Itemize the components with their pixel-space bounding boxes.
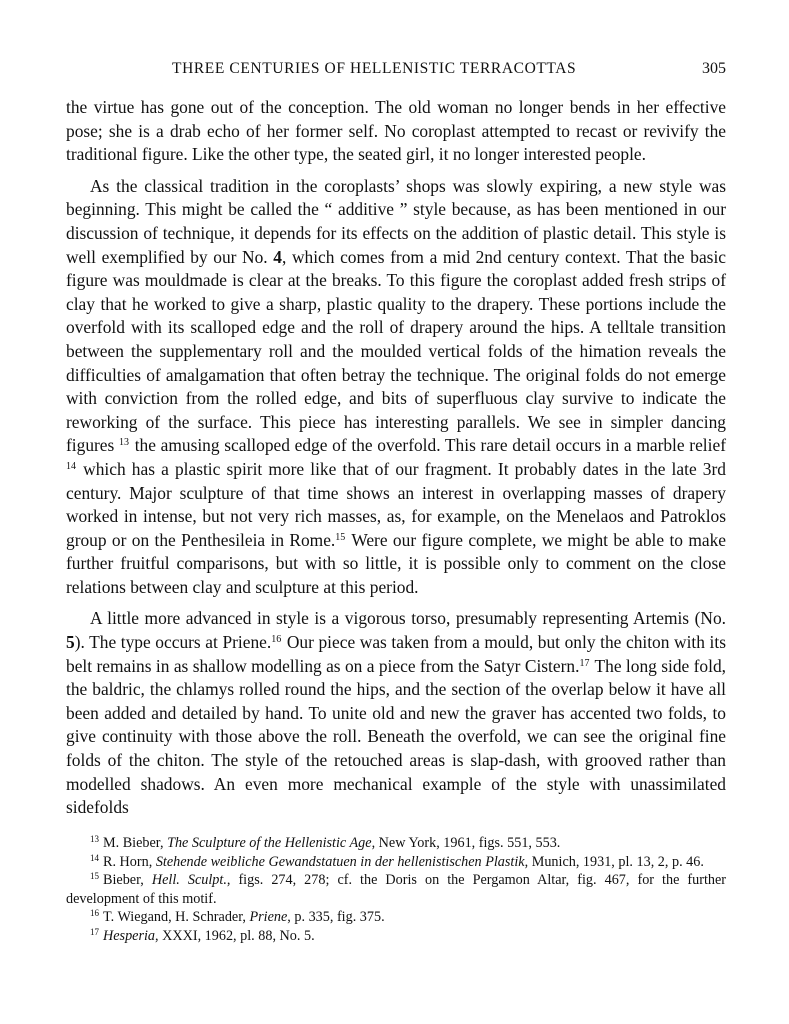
footnote-16	[66, 908, 726, 927]
footnote-text: M. Bieber,	[103, 835, 168, 851]
running-title: THREE CENTURIES OF HELLENISTIC TERRACOTTAS	[172, 60, 577, 77]
paragraph-2-text-4: which has a plastic spirit more like that of our fragment. It probably dates in the late 3rd century. Major sculpture of that time shows an interest in overlapping masses of drapery worked in intense, but not very rich masses, as, for example, on the Menelaos and Patroklos group or on the Penthesileia in Rome.	[66, 458, 726, 550]
running-head	[66, 60, 726, 82]
footnote-13	[66, 834, 726, 853]
footnote-title: The Sculpture of the Hellenistic Age	[167, 835, 372, 851]
footnote-ref-15[interactable]: 15	[335, 531, 346, 543]
footnote-ref-14[interactable]: 14	[66, 460, 76, 472]
footnote-17	[66, 927, 726, 946]
page-number: 305	[702, 60, 726, 77]
footnote-15	[66, 871, 726, 908]
footnote-title: Priene	[249, 909, 288, 926]
footnote-ref-13[interactable]: 13	[119, 437, 129, 449]
paragraph-2-text-2: , which comes from a mid 2nd century context. That the basic figure was mouldmade is clear at the breaks. To this figure the coroplast added fresh strips of clay that he worked to give a sharp, plastic quality to the drapery. These portions include the overfold with its scalloped edge and the roll of drapery around the hips. A telltale transition between the supplementary roll and the moulded vertical folds of the himation reveals the difficulties of amalgamation that often betray the technique. The original folds do not emerge with conviction from the rolled edge, and bits of superfluous clay survive to indicate the reworking of the surface. This piece has interesting parallels. We see in simpler dancing figures	[66, 246, 726, 456]
footnote-number: 15	[90, 871, 99, 882]
footnote-text: , p. 335, fig. 375.	[287, 909, 385, 926]
paragraph-3-text-3: Our piece was taken from a mould, but only the chiton with its belt remains in as shallow modelling as on a piece from the Satyr Cistern.	[66, 632, 726, 676]
paragraph-3-text-1: A little more advanced in style is a vigorous torso, presumably representing Artemis (No.	[90, 608, 726, 629]
footnote-14	[66, 853, 726, 872]
footnote-number: 17	[90, 926, 99, 937]
paragraph-3	[66, 607, 726, 819]
footnote-text: Bieber,	[103, 872, 152, 889]
footnote-text: , figs. 274, 278; cf. the Doris on the Pergamon Altar, fig. 467, for the further development of this motif.	[66, 872, 727, 907]
paragraph-1: the virtue has gone out of the conception. The old woman no longer bends in her effective pose; she is a drab echo of her former self. No coroplast attempted to recast or revivify the traditional figure. Like the other type, the seated girl, it no longer interested people.	[66, 97, 726, 165]
footnote-number: 14	[90, 852, 99, 863]
paragraph-2	[66, 175, 726, 600]
footnote-text: T. Wiegand, H. Schrader,	[103, 909, 250, 926]
paragraph-3-text-2: ). The type occurs at Priene.	[74, 632, 272, 653]
paragraph-2-text-3: the amusing scalloped edge of the overfold. This rare detail occurs in a marble relief	[130, 435, 726, 456]
footnote-title: Hesperia	[103, 927, 156, 944]
catalogue-number-4: 4	[273, 246, 282, 267]
footnote-text: , New York, 1961, figs. 551, 553.	[371, 835, 561, 851]
footnote-ref-17[interactable]: 17	[579, 657, 590, 669]
footnote-title: Hell. Sculpt.	[151, 872, 227, 889]
footnotes	[66, 834, 726, 946]
footnote-ref-16[interactable]: 16	[271, 634, 282, 646]
footnote-title: Stehende weibliche Gewandstatuen in der hellenistischen Plastik	[155, 853, 525, 870]
paragraph-3-text-4: The long side fold, the baldric, the chlamys rolled round the hips, and the section of the overlap below it have all been added and detailed by hand. To unite old and new the graver has accented two folds, to give continuity with those above the roll. Beneath the overfold, we can see the original fine folds of the chiton. The style of the retouched areas is slap-dash, with grooved rather than modelled shadows. An even more mechanical example of the style with unassimilated sidefolds	[66, 655, 727, 818]
footnote-text: , XXXI, 1962, pl. 88, No. 5.	[155, 927, 315, 944]
body-text	[66, 96, 726, 820]
footnote-number: 13	[90, 834, 99, 844]
footnote-text: , Munich, 1931, pl. 13, 2, p. 46.	[524, 853, 704, 870]
footnote-text: R. Horn,	[103, 853, 156, 870]
paragraph-2-text-1: As the classical tradition in the coroplasts’ shops was slowly expiring, a new style was beginning. This might be called the “ additive ” style because, as has been mentioned in our discussion of technique, it depends for its effects on the addition of plastic detail. This style is well exemplified by our No.	[66, 175, 726, 267]
footnote-number: 16	[90, 908, 99, 919]
paragraph-2-text-5: Were our figure complete, we might be able to make further fruitful comparisons, but with so little, it is possible only to comment on the close relations between clay and sculpture at this period.	[66, 529, 726, 597]
catalogue-number-5: 5	[66, 632, 75, 653]
